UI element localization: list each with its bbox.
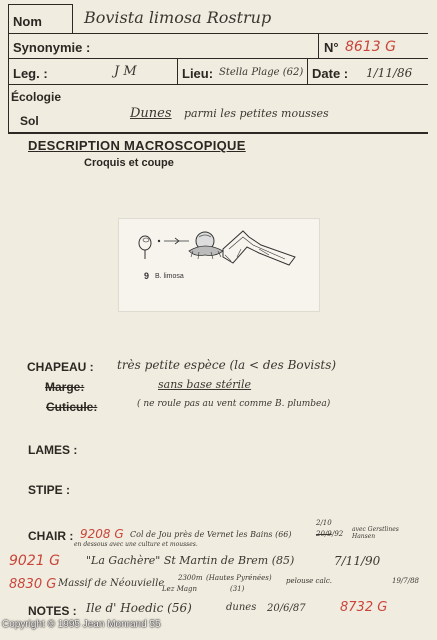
record-1-sub: en dessous avec une culture et mousses. [74,541,198,548]
nom-label: Nom [13,14,42,29]
sketch-figure [118,218,320,312]
nom-box-top [8,4,72,5]
nom-value: Bovista limosa Rostrup [84,8,272,27]
record-3-date: 19/7/88 [392,577,419,585]
copyright-notice: Copyright © 1995 Jean Monrand 55 [2,619,161,630]
record-3-number: 8830 G [9,577,57,592]
record-1-date-top: 2/10 [316,519,332,527]
marge-value: sans base stérile [158,378,252,391]
numero-divider [318,34,319,59]
ecologie-label: Écologie [11,90,62,104]
record-3-paren: (Hautes Pyrénées) [206,574,272,582]
record-3-place: Lez Magn [162,585,198,593]
nom-divider [72,4,73,34]
numero-label: N° [324,40,339,55]
lieu-label: Lieu: [182,66,214,81]
chapeau-value: très petite espèce (la < des Bovists) [117,358,337,372]
chapeau-label: CHAPEAU : [27,360,94,374]
lieu-value: Stella Plage (62) [219,67,304,78]
sol-value-main: Dunes [130,106,172,121]
description-subtitle: Croquis et coupe [84,157,174,169]
notes-place: Ile d' Hoedic (56) [86,601,192,615]
sol-label: Sol [20,114,39,128]
figure-number: 9 [144,271,150,281]
stipe-label: STIPE : [28,483,71,497]
chair-label: CHAIR : [28,529,74,543]
leg-label: Leg. : [13,66,48,81]
lames-label: LAMES : [28,443,78,457]
record-1-date-struck: 20/9 [316,530,332,538]
row-line-3 [8,84,428,85]
description-title: DESCRIPTION MACROSCOPIQUE [28,138,246,153]
sol-value-rest: parmi les petites mousses [184,107,329,120]
record-1-text: Col de Jou près de Vernet les Bains (66) [130,530,292,539]
left-border [8,4,9,132]
mushroom-sketch-drawing [119,219,319,311]
record-1-date-year: /92 [332,530,344,538]
notes-soil: dunes [226,602,257,613]
notes-date: 20/6/87 [267,603,306,614]
leg-value: J M [114,64,137,79]
record-3-dept: (31) [230,585,245,593]
date-value: 1/11/86 [366,66,413,80]
record-1-note: avec Gerstlines Hansen [352,526,399,540]
synonymie-label: Synonymie : [13,40,91,55]
cuticule-label: Cuticule: [46,400,98,414]
record-3-note: pelouse calc. [286,577,333,585]
row-line-2 [8,58,428,59]
record-3-text: Massif de Néouvielle [58,578,165,589]
date-label: Date : [312,66,349,81]
record-2-text: "La Gachère" St Martin de Brem (85) [86,554,295,567]
numero-value: 8613 G [345,39,396,55]
figure-caption: B. limosa [155,273,184,280]
date-divider [307,59,308,84]
notes-label: NOTES : [28,604,77,618]
cuticule-value: ( ne roule pas au vent comme B. plumbea) [137,399,331,409]
notes-number: 8732 G [340,600,388,615]
record-2-date: 7/11/90 [334,554,381,568]
record-3-alt: 2300m [178,574,203,582]
marge-label: Marge: [45,380,85,394]
lieu-divider [177,59,178,84]
record-2-number: 9021 G [9,553,60,569]
row-line-4 [8,132,428,134]
row-line-1 [8,33,428,34]
record-1-number: 9208 G [80,527,124,541]
